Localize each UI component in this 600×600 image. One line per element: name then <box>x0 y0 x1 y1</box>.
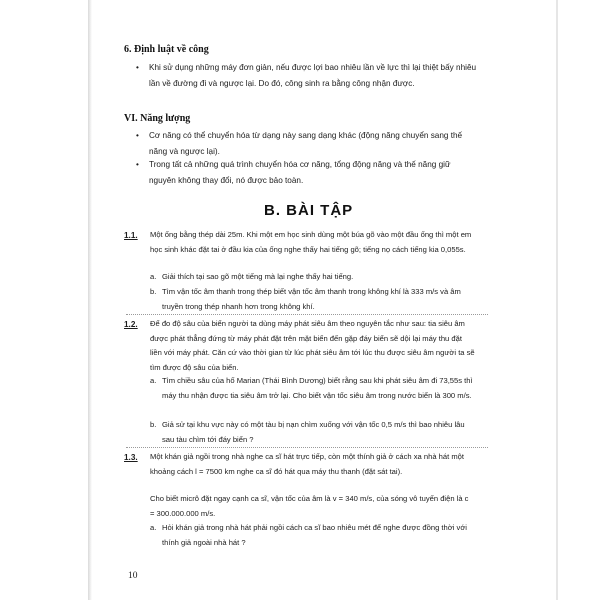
bullet-dot: • <box>136 160 139 169</box>
problem-1-2-number: 1.2. <box>124 320 138 329</box>
section-vi-title: VI. Năng lượng <box>124 113 191 124</box>
bullet-dot: • <box>136 63 139 72</box>
part-text: Hỏi khán giả trong nhà hát phải ngồi cách ca sĩ bao nhiêu mét để nghe được đồng thời với thính giả ngoài nhà hát ? <box>162 523 467 547</box>
bullet-text: Cơ năng có thể chuyển hóa từ dạng này sang dạng khác (động năng chuyển sang thế năng và ngược lại). <box>149 131 463 156</box>
section-vi-bullet-2 <box>136 157 479 188</box>
problem-1-3-text-2: Cho biết micrô đặt ngay cạnh ca sĩ, vận tốc của âm là v = 340 m/s, của sóng vô tuyến điện là c = 300.000.000 m/s. <box>150 494 469 518</box>
problem-1-2-part-a <box>150 374 475 403</box>
part-text: Giải thích tại sao gõ một tiếng mà lại nghe thấy hai tiếng. <box>162 272 354 281</box>
part-text: Giả sử tại khu vực này có một tàu bị nạn chìm xuống với vận tốc 0,5 m/s thì bao nhiêu lâu sau tàu chìm tới đáy biển ? <box>162 420 465 444</box>
problem-1-2-text: Để đo độ sâu của biển người ta dùng máy phát siêu âm theo nguyên tắc như sau: tia siêu âm được phát thẳng đứng từ máy phát đặt trên mặt biển đến gặp đáy biển sẽ dội lại máy thu đặt liền với máy phát. Căn cứ vào thời gian từ lúc phát siêu âm tới lúc thu được siêu âm người ta sẽ tìm được độ sâu của biển. <box>150 319 475 372</box>
part-text: Tìm chiều sâu của hố Marian (Thái Bình Dương) biết rằng sau khi phát siêu âm đi 73,55s thì máy thu nhận được tia siêu âm trở lại. Cho biết vận tốc siêu âm trong nước biển là 300 m/s. <box>162 376 473 400</box>
bullet-text: Trong tất cả những quá trình chuyển hóa cơ năng, tổng động năng và thế năng giữ nguyên không thay đổi, nó được bảo toàn. <box>149 160 451 185</box>
section-vi-bullet-1 <box>136 128 479 159</box>
section-6-bullet-1 <box>136 60 479 91</box>
part-label: a. <box>150 272 157 281</box>
part-label: a. <box>150 523 157 532</box>
separator <box>126 447 488 448</box>
part-label: b. <box>150 420 157 429</box>
problem-1-1-part-a <box>150 270 475 285</box>
problem-1-1-part-b <box>150 285 475 314</box>
separator <box>126 314 488 315</box>
exercises-heading: B. BÀI TẬP <box>264 202 354 219</box>
bullet-text: Khi sử dụng những máy đơn giản, nếu được lợi bao nhiêu lần về lực thì lại thiệt bấy nhiêu lần về đường đi và ngược lại. Do đó, công sinh ra bằng công nhận được. <box>149 63 477 88</box>
problem-1-3-text: Một khán giả ngồi trong nhà nghe ca sĩ hát trực tiếp, còn một thính giả ở cách xa nhà hát một khoảng cách l = 7500 km nghe ca sĩ đó hát qua máy thu thanh (đặt sát tai). <box>150 452 464 476</box>
problem-1-3-part-a <box>150 521 475 550</box>
problem-1-2-part-b <box>150 418 475 447</box>
section-6-title: 6. Định luật về công <box>124 44 209 55</box>
part-label: a. <box>150 376 157 385</box>
part-text: Tìm vận tốc âm thanh trong thép biết vận tốc âm thanh trong không khí là 333 m/s và âm truyền trong thép nhanh hơn trong không khí. <box>162 287 461 311</box>
part-label: b. <box>150 287 157 296</box>
bullet-dot: • <box>136 131 139 140</box>
problem-1-1-number: 1.1. <box>124 231 138 240</box>
problem-1-1-text: Một ống bằng thép dài 25m. Khi một em học sinh dùng một búa gõ vào một đầu ống thì một em học sinh khác đặt tai ở đầu kia của ống nghe thấy hai tiếng gõ; tiếng nọ cách tiếng kia 0,055s. <box>150 230 472 254</box>
page-number: 10 <box>128 571 138 581</box>
page-right-edge <box>556 0 558 600</box>
problem-1-3-number: 1.3. <box>124 453 138 462</box>
